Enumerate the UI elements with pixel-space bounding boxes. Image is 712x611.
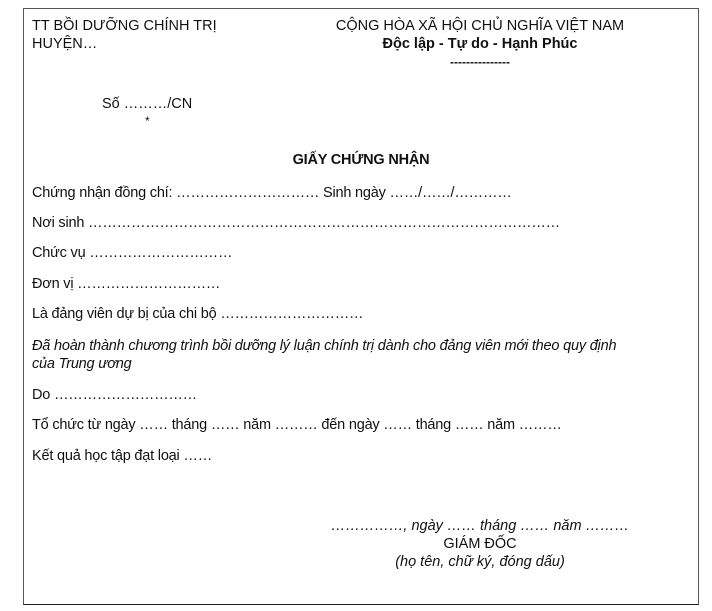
motto-separator: --------------- (450, 55, 510, 69)
result-line: Kết quả học tập đạt loại …… (32, 448, 212, 464)
org-name-line1: TT BỒI DƯỠNG CHÍNH TRỊ (32, 18, 217, 34)
nation-title: CỘNG HÒA XÃ HỘI CHỦ NGHĨA VIỆT NAM (335, 18, 625, 34)
certificate-title: GIẤY CHỨNG NHẬN (292, 152, 430, 168)
asterisk-mark: * (145, 114, 150, 128)
birthplace-line: Nơi sinh ……………………………………………………………………………………… (32, 215, 560, 231)
course-dates-line: Tổ chức từ ngày …… tháng …… năm ……… đến ngày …… tháng …… năm ……… (32, 417, 562, 433)
unit-line: Đơn vị ………………………… (32, 276, 221, 292)
party-cell-line: Là đảng viên dự bị của chi bộ ………………………… (32, 306, 364, 322)
position-line: Chức vụ ………………………… (32, 245, 233, 261)
signature-note: (họ tên, chữ ký, đóng dấu) (395, 554, 565, 570)
signature-place-date: ……………, ngày …… tháng …… năm ……… (330, 518, 630, 534)
completion-statement-line2: của Trung ương (32, 356, 132, 372)
document-number: Số ………/CN (102, 96, 193, 112)
national-motto: Độc lập - Tự do - Hạnh Phúc (382, 36, 578, 52)
org-name-line2: HUYỆN… (32, 36, 98, 52)
organizer-line: Do ………………………… (32, 387, 197, 403)
completion-statement-line1: Đã hoàn thành chương trình bồi dưỡng lý luận chính trị dành cho đảng viên mới theo quy định (32, 338, 617, 354)
comrade-name-birthdate-line: Chứng nhận đồng chí: ………………………… Sinh ngày ……/……/………… (32, 185, 512, 201)
signatory-position: GIÁM ĐỐC (443, 536, 517, 552)
